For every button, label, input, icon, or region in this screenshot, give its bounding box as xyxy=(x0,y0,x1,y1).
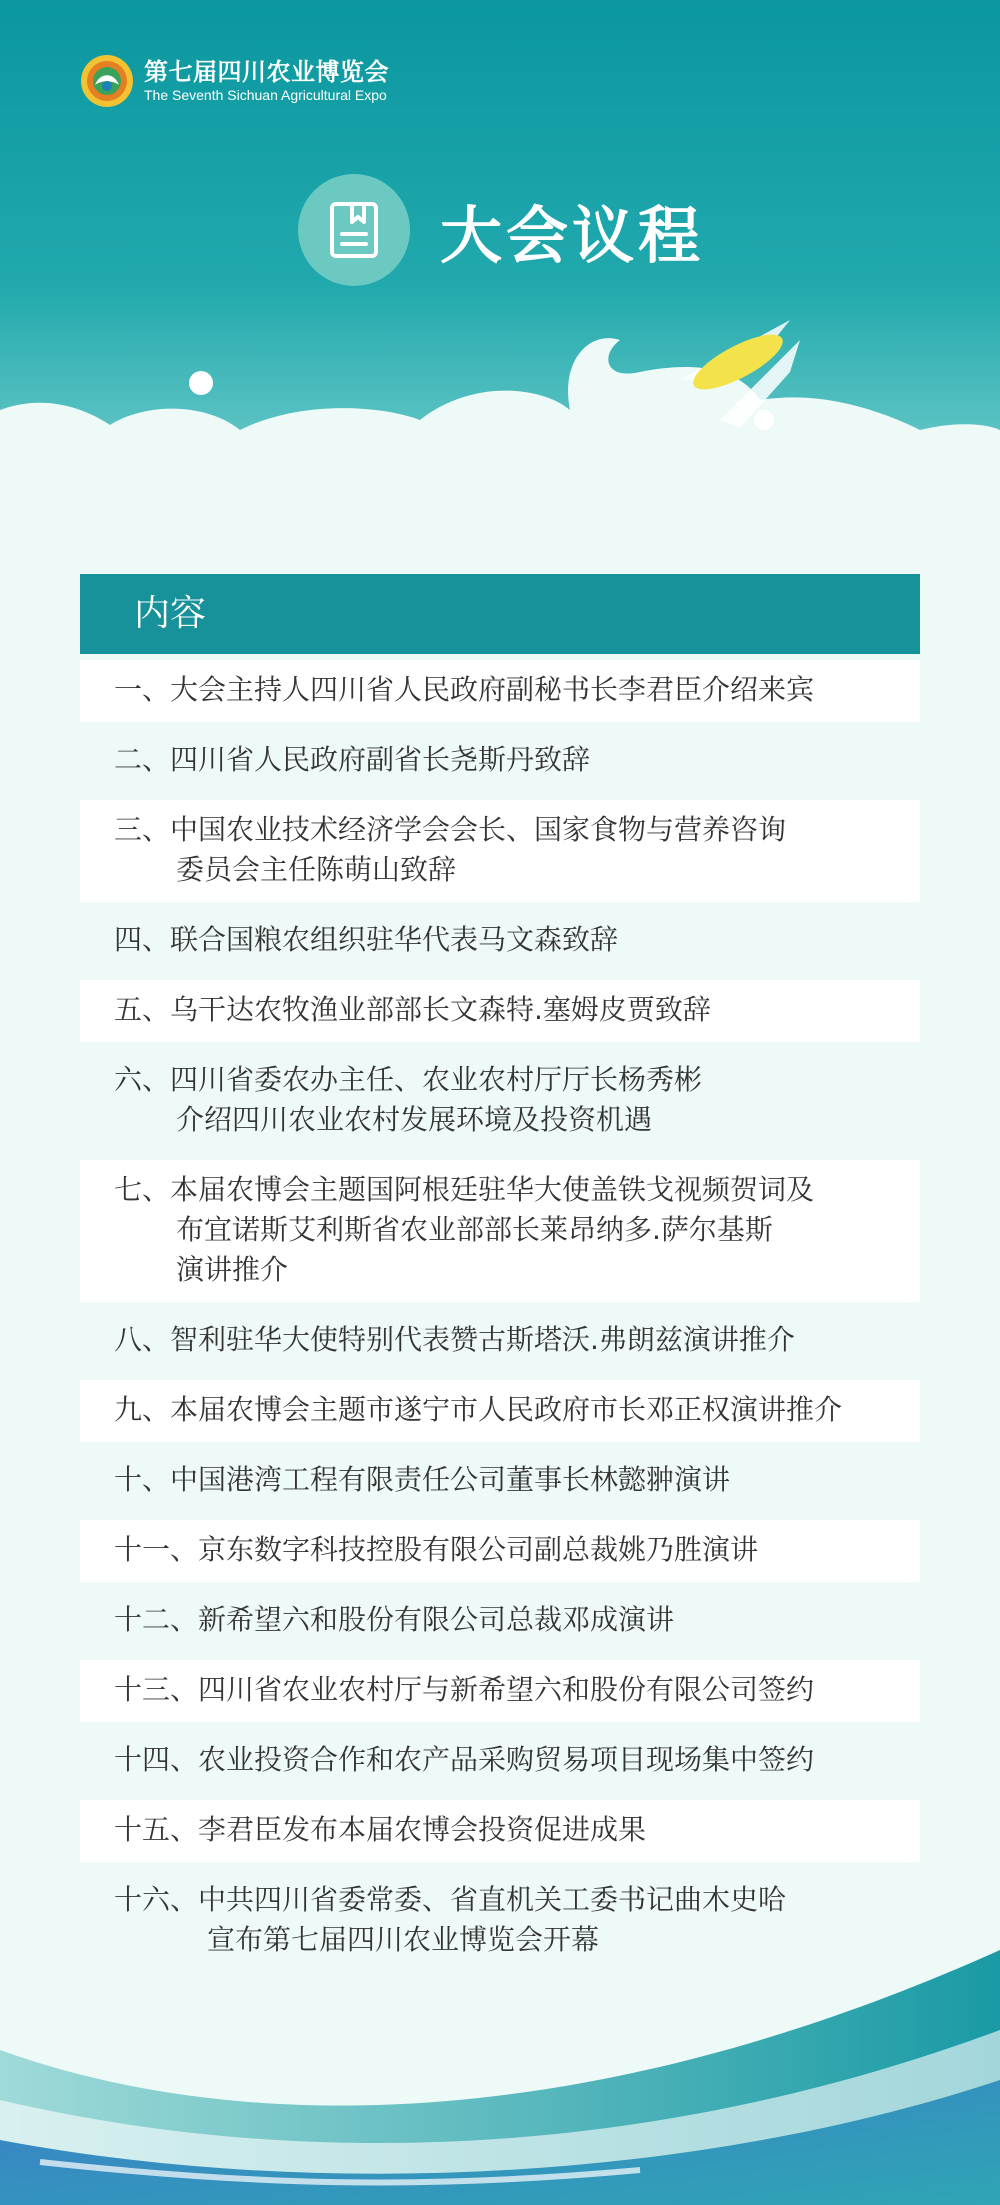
agenda-item-text: 本届农博会主题市遂宁市人民政府市长邓正权演讲推介 xyxy=(170,1393,843,1426)
agenda-item xyxy=(80,980,920,1042)
agenda-item-number: 十四、 xyxy=(114,1743,199,1776)
agenda-item xyxy=(80,730,920,792)
agenda-item xyxy=(80,1520,920,1582)
agenda-item-number: 六、 xyxy=(114,1063,171,1096)
agenda-item xyxy=(80,1380,920,1442)
agenda-item-number: 十二、 xyxy=(114,1603,199,1636)
agenda-item-text: 农业投资合作和农产品采购贸易项目现场集中签约 xyxy=(198,1743,815,1776)
dot-decoration xyxy=(189,371,213,395)
agenda-item-text: 中国港湾工程有限责任公司董事长林懿翀演讲 xyxy=(170,1463,731,1496)
agenda-item-text: 智利驻华大使特别代表赞古斯塔沃.弗朗兹演讲推介 xyxy=(170,1323,795,1356)
agenda-item-number: 五、 xyxy=(114,993,171,1026)
agenda-item-number: 十、 xyxy=(114,1463,171,1496)
agenda-item-number: 十一、 xyxy=(114,1533,199,1566)
agenda-item-text: 布宜诺斯艾利斯省农业部部长莱昂纳多.萨尔基斯 xyxy=(176,1213,773,1246)
agenda-item xyxy=(80,1450,920,1512)
agenda-item-text: 新希望六和股份有限公司总裁邓成演讲 xyxy=(198,1603,675,1636)
expo-logo xyxy=(78,52,389,110)
agenda-item-text: 四川省委农办主任、农业农村厅厅长杨秀彬 xyxy=(170,1063,703,1096)
agenda-panel xyxy=(80,574,920,1980)
agenda-item-text: 本届农博会主题国阿根廷驻华大使盖铁戈视频贺词及 xyxy=(170,1173,815,1206)
agenda-item-number: 七、 xyxy=(114,1173,171,1206)
agenda-item-text: 联合国粮农组织驻华代表马文森致辞 xyxy=(170,923,619,956)
agenda-item-number: 九、 xyxy=(114,1393,171,1426)
page-title-block xyxy=(298,174,704,286)
agenda-item-number: 三、 xyxy=(114,813,171,846)
agenda-item-text: 介绍四川农业农村发展环境及投资机遇 xyxy=(176,1103,653,1136)
agenda-item-text: 中共四川省委常委、省直机关工委书记曲木史哈 xyxy=(198,1883,787,1916)
agenda-item-number: 八、 xyxy=(114,1323,171,1356)
agenda-item xyxy=(80,1660,920,1722)
agenda-item-text: 委员会主任陈萌山致辞 xyxy=(176,853,457,886)
agenda-item-text: 京东数字科技控股有限公司副总裁姚乃胜演讲 xyxy=(198,1533,759,1566)
logo-english-text: The Seventh Sichuan Agricultural Expo xyxy=(144,87,387,103)
agenda-item-text: 中国农业技术经济学会会长、国家食物与营养咨询 xyxy=(170,813,787,846)
agenda-item xyxy=(80,910,920,972)
agenda-item xyxy=(80,1160,920,1302)
agenda-item-number: 四、 xyxy=(114,923,171,956)
agenda-item-number: 十六、 xyxy=(114,1883,199,1916)
agenda-item-text: 四川省人民政府副省长尧斯丹致辞 xyxy=(170,743,591,776)
agenda-item xyxy=(80,660,920,722)
agenda-item-number: 十三、 xyxy=(114,1673,199,1706)
agenda-item xyxy=(80,1310,920,1372)
agenda-item xyxy=(80,800,920,902)
page-title: 大会议程 xyxy=(440,198,705,272)
footer-wave-decoration xyxy=(0,1900,1000,2205)
agenda-item-text: 李君臣发布本届农博会投资促进成果 xyxy=(198,1813,647,1846)
agenda-item-text: 宣布第七届四川农业博览会开幕 xyxy=(207,1923,600,1956)
agenda-item xyxy=(80,1050,920,1152)
logo-chinese-text: 第七届四川农业博览会 xyxy=(144,58,389,86)
agenda-item-text: 大会主持人四川省人民政府副秘书长李君臣介绍来宾 xyxy=(170,673,815,706)
agenda-item xyxy=(80,1800,920,1862)
agenda-item xyxy=(80,1730,920,1792)
agenda-item-number: 二、 xyxy=(114,743,171,776)
agenda-item-number: 十五、 xyxy=(114,1813,199,1846)
expo-emblem-icon xyxy=(78,52,136,110)
agenda-list xyxy=(80,660,920,1972)
panel-header: 内容 xyxy=(80,574,920,654)
agenda-item-text: 四川省农业农村厅与新希望六和股份有限公司签约 xyxy=(198,1673,815,1706)
agenda-item-text: 乌干达农牧渔业部部长文森特.塞姆皮贾致辞 xyxy=(170,993,711,1026)
agenda-item-number: 一、 xyxy=(114,673,171,706)
agenda-item-text: 演讲推介 xyxy=(176,1253,289,1286)
agenda-item xyxy=(80,1590,920,1652)
agenda-book-icon xyxy=(298,174,410,286)
